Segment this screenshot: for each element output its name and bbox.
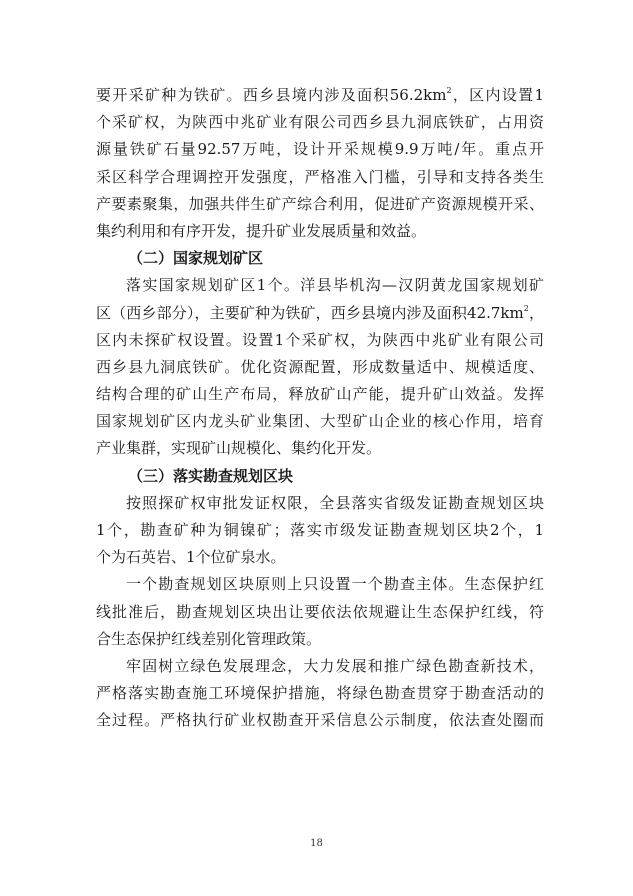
text-line: 按照探矿权审批发证权限，全县落实省级发证勘查规划区块 — [126, 493, 544, 512]
text-line: 落实国家规划矿区1个。洋县毕机沟—汉阴黄龙国家规划矿 — [126, 276, 544, 295]
text-line: 严格落实勘查施工环境保护措施，将绿色勘查贯穿于勘查活动的 — [96, 684, 544, 703]
text-line: 区（西乡部分），主要矿种为铁矿，西乡县境内涉及面积$42.7km^2$， — [96, 303, 544, 322]
text-line: 结构合理的矿山生产布局，释放矿山产能，提升矿山效益。发挥 — [96, 385, 544, 404]
text-line: 一个勘查规划区块原则上只设置一个勘查主体。生态保护红 — [126, 575, 544, 594]
text-line: 牢固树立绿色发展理念，大力发展和推广绿色勘查新技术， — [126, 656, 544, 675]
text-line: 集约利用和有序开发，提升矿业发展质量和效益。 — [96, 221, 427, 240]
text-line: 采区科学合理调控开发强度，严格准入门槛，引导和支持各类生 — [96, 167, 544, 186]
page-number: 18 — [310, 838, 323, 849]
text-line: 区内未探矿权设置。设置1个采矿权，为陕西中兆矿业有限公司 — [96, 330, 544, 349]
text-line: 要开采矿种为铁矿。西乡县境内涉及面积$56.2km^2$，区内设置1 — [96, 86, 545, 104]
text-line: 合生态保护红线差别化管理政策。 — [96, 629, 322, 648]
section-heading: （三）落实勘查规划区块 — [128, 466, 294, 485]
text-line: 1个，勘查矿种为铜镍矿；落实市级发证勘查规划区块2个，1 — [96, 521, 544, 539]
text-line: 个采矿权，为陕西中兆矿业有限公司西乡县九洞底铁矿，占用资 — [96, 113, 544, 132]
text-line: 产要素聚集，加强共伴生矿产综合利用，促进矿产资源规模开采、 — [96, 194, 544, 213]
text-line: 线批准后，勘查规划区块出让要依法依规避让生态保护红线，符 — [96, 602, 544, 621]
text-line: 个为石英岩、1个位矿泉水。 — [96, 548, 286, 567]
text-line: 全过程。严格执行矿业权勘查开采信息公示制度，依法查处圈而 — [96, 711, 544, 730]
section-heading: （二）国家规划矿区 — [128, 249, 264, 268]
page-body — [96, 82, 544, 735]
text-line: 源量铁矿石量92.57万吨，设计开采规模9.9万吨/年。重点开 — [96, 140, 544, 159]
text-line: 西乡县九洞底铁矿。优化资源配置，形成数量适中、规模适度、 — [96, 357, 544, 376]
text-line: 国家规划矿区内龙头矿业集团、大型矿山企业的核心作用，培育 — [96, 412, 544, 431]
text-line: 产业集群，实现矿山规模化、集约化开发。 — [96, 439, 382, 458]
